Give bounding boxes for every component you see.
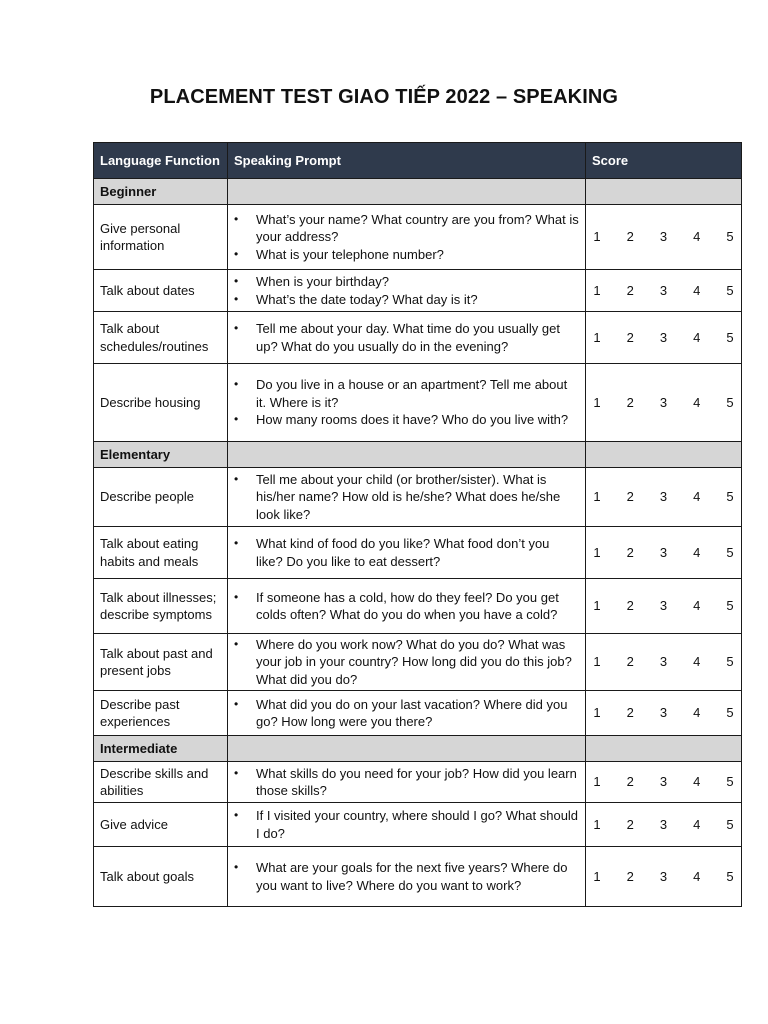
prompt-list: [234, 589, 579, 624]
score-option-5[interactable]: 5: [726, 868, 734, 884]
score-scale: [592, 228, 735, 246]
level-label: Intermediate: [94, 736, 228, 762]
prompt-item: • Where do you work now? What do you do? What was your job in your country? How long did you do this job? What did you do?: [234, 636, 579, 689]
score-scale: [592, 329, 735, 347]
prompt-item: • When is your birthday?: [234, 273, 579, 291]
table-header-row: [94, 143, 742, 179]
prompt-item: • Tell me about your child (or brother/sister). What is his/her name? How old is he/she? What does he/she look like?: [234, 471, 579, 524]
score-option-2[interactable]: 2: [626, 544, 634, 560]
score-option-3[interactable]: 3: [659, 544, 668, 560]
prompt-list: [234, 471, 579, 524]
prompt-list: [234, 376, 579, 429]
score-scale: [592, 488, 735, 506]
level-row-beginner: [94, 179, 742, 205]
score-option-5[interactable]: 5: [726, 489, 734, 505]
speaking-prompt-cell: [228, 803, 586, 847]
score-cell: [586, 205, 742, 270]
score-option-2[interactable]: 2: [626, 329, 634, 345]
score-cell: [586, 847, 742, 907]
prompt-item: • How many rooms does it have? Who do you live with?: [234, 411, 579, 429]
score-option-4[interactable]: 4: [693, 598, 701, 614]
score-cell: [586, 579, 742, 634]
score-option-3[interactable]: 3: [659, 489, 668, 505]
speaking-prompt-cell: [228, 527, 586, 579]
score-option-2[interactable]: 2: [626, 774, 634, 790]
speaking-prompt-cell: [228, 468, 586, 527]
level-score-blank: [586, 442, 742, 468]
prompt-list: [234, 535, 579, 570]
level-label: Beginner: [94, 179, 228, 205]
rubric-body: [94, 179, 742, 907]
score-scale: [592, 773, 735, 791]
speaking-prompt-cell: [228, 691, 586, 736]
prompt-item: • What kind of food do you like? What food don’t you like? Do you like to eat dessert?: [234, 535, 579, 570]
score-option-5[interactable]: 5: [726, 654, 734, 670]
table-row: [94, 270, 742, 312]
score-option-2[interactable]: 2: [626, 598, 634, 614]
header-speaking-prompt: Speaking Prompt: [228, 143, 586, 179]
prompt-item: • What is your telephone number?: [234, 246, 579, 264]
language-function-cell: Talk about past and present jobs: [94, 634, 228, 691]
score-option-5[interactable]: 5: [726, 544, 734, 560]
score-option-5[interactable]: 5: [726, 394, 734, 410]
prompt-item: • What are your goals for the next five years? Where do you want to live? Where do you want to work?: [234, 859, 579, 894]
table-row: [94, 579, 742, 634]
score-option-4[interactable]: 4: [693, 868, 701, 884]
speaking-prompt-cell: [228, 762, 586, 803]
score-option-2[interactable]: 2: [626, 868, 634, 884]
score-cell: [586, 468, 742, 527]
prompt-item: • What did you do on your last vacation? Where did you go? How long were you there?: [234, 696, 579, 731]
prompt-item: • Do you live in a house or an apartment? Tell me about it. Where is it?: [234, 376, 579, 411]
prompt-list: [234, 273, 579, 308]
level-prompt-blank: [228, 442, 586, 468]
score-cell: [586, 803, 742, 847]
score-option-3[interactable]: 3: [659, 394, 668, 410]
prompt-list: [234, 859, 579, 894]
level-label: Elementary: [94, 442, 228, 468]
score-cell: [586, 691, 742, 736]
score-option-4[interactable]: 4: [693, 394, 701, 410]
score-option-3[interactable]: 3: [659, 774, 668, 790]
score-option-5[interactable]: 5: [726, 229, 734, 245]
score-option-1[interactable]: 1: [593, 329, 601, 345]
prompt-item: • If I visited your country, where should I go? What should I do?: [234, 807, 579, 842]
score-option-3[interactable]: 3: [659, 654, 668, 670]
score-option-2[interactable]: 2: [626, 229, 634, 245]
score-option-5[interactable]: 5: [726, 282, 734, 298]
score-option-5[interactable]: 5: [726, 329, 734, 345]
score-option-4[interactable]: 4: [693, 489, 701, 505]
prompt-item: • Tell me about your day. What time do you usually get up? What do you usually do in the evening?: [234, 320, 579, 355]
score-option-5[interactable]: 5: [726, 816, 734, 832]
score-option-4[interactable]: 4: [693, 544, 701, 560]
score-option-2[interactable]: 2: [626, 394, 634, 410]
score-option-5[interactable]: 5: [726, 774, 734, 790]
score-cell: [586, 634, 742, 691]
prompt-list: [234, 696, 579, 731]
language-function-cell: Describe housing: [94, 364, 228, 442]
prompt-list: [234, 636, 579, 689]
score-option-1[interactable]: 1: [593, 598, 601, 614]
score-scale: [592, 282, 735, 300]
level-prompt-blank: [228, 179, 586, 205]
level-prompt-blank: [228, 736, 586, 762]
score-option-3[interactable]: 3: [659, 329, 668, 345]
score-option-1[interactable]: 1: [593, 774, 601, 790]
prompt-list: [234, 807, 579, 842]
level-row-elementary: [94, 442, 742, 468]
header-language-function: Language Function: [94, 143, 228, 179]
table-row: [94, 634, 742, 691]
score-option-1[interactable]: 1: [593, 654, 601, 670]
page-title: PLACEMENT TEST GIAO TIẾP 2022 – SPEAKING: [149, 86, 619, 108]
table-row: [94, 762, 742, 803]
prompt-item: • What skills do you need for your job? How did you learn those skills?: [234, 765, 579, 800]
speaking-prompt-cell: [228, 312, 586, 364]
level-score-blank: [586, 179, 742, 205]
speaking-prompt-cell: [228, 847, 586, 907]
score-cell: [586, 527, 742, 579]
score-option-2[interactable]: 2: [626, 816, 634, 832]
score-option-1[interactable]: 1: [593, 816, 601, 832]
score-option-4[interactable]: 4: [693, 282, 701, 298]
table-row: [94, 205, 742, 270]
score-scale: [592, 394, 735, 412]
score-option-4[interactable]: 4: [693, 816, 701, 832]
table-row: [94, 803, 742, 847]
score-option-1[interactable]: 1: [593, 394, 601, 410]
score-option-1[interactable]: 1: [593, 705, 601, 721]
prompt-list: [234, 320, 579, 355]
table-row: [94, 468, 742, 527]
score-option-3[interactable]: 3: [659, 868, 668, 884]
table-row: [94, 364, 742, 442]
score-option-3[interactable]: 3: [659, 229, 668, 245]
speaking-prompt-cell: [228, 579, 586, 634]
speaking-prompt-cell: [228, 270, 586, 312]
score-option-4[interactable]: 4: [693, 705, 701, 721]
language-function-cell: Give advice: [94, 803, 228, 847]
language-function-cell: Talk about illnesses; describe symptoms: [94, 579, 228, 634]
score-cell: [586, 364, 742, 442]
speaking-rubric-table: [93, 142, 742, 907]
language-function-cell: Talk about dates: [94, 270, 228, 312]
speaking-prompt-cell: [228, 205, 586, 270]
score-option-1[interactable]: 1: [593, 229, 601, 245]
score-option-4[interactable]: 4: [693, 329, 701, 345]
score-scale: [592, 704, 735, 722]
score-option-1[interactable]: 1: [593, 868, 601, 884]
prompt-item: • If someone has a cold, how do they feel? Do you get colds often? What do you do when you have a cold?: [234, 589, 579, 624]
score-option-4[interactable]: 4: [693, 654, 701, 670]
prompt-list: [234, 765, 579, 800]
language-function-cell: Describe skills and abilities: [94, 762, 228, 803]
language-function-cell: Give personal information: [94, 205, 228, 270]
prompt-item: • What’s the date today? What day is it?: [234, 291, 579, 309]
score-scale: [592, 816, 735, 834]
score-option-2[interactable]: 2: [626, 705, 634, 721]
language-function-cell: Describe people: [94, 468, 228, 527]
score-option-2[interactable]: 2: [626, 489, 634, 505]
header-score: Score: [586, 143, 742, 179]
score-option-2[interactable]: 2: [626, 282, 634, 298]
speaking-prompt-cell: [228, 364, 586, 442]
speaking-prompt-cell: [228, 634, 586, 691]
score-option-1[interactable]: 1: [593, 544, 601, 560]
score-cell: [586, 270, 742, 312]
score-scale: [592, 597, 735, 615]
score-option-4[interactable]: 4: [693, 229, 701, 245]
prompt-list: [234, 211, 579, 264]
language-function-cell: Describe past experiences: [94, 691, 228, 736]
score-option-1[interactable]: 1: [593, 489, 601, 505]
table-row: [94, 312, 742, 364]
score-option-5[interactable]: 5: [726, 598, 734, 614]
language-function-cell: Talk about eating habits and meals: [94, 527, 228, 579]
table-row: [94, 847, 742, 907]
score-scale: [592, 868, 735, 886]
language-function-cell: Talk about goals: [94, 847, 228, 907]
score-option-1[interactable]: 1: [593, 282, 601, 298]
score-cell: [586, 762, 742, 803]
score-option-3[interactable]: 3: [659, 705, 668, 721]
level-score-blank: [586, 736, 742, 762]
score-scale: [592, 544, 735, 562]
score-option-2[interactable]: 2: [626, 654, 634, 670]
score-scale: [592, 653, 735, 671]
table-row: [94, 691, 742, 736]
language-function-cell: Talk about schedules/routines: [94, 312, 228, 364]
level-row-intermediate: [94, 736, 742, 762]
table-row: [94, 527, 742, 579]
score-option-3[interactable]: 3: [659, 816, 668, 832]
score-option-3[interactable]: 3: [659, 282, 668, 298]
score-option-3[interactable]: 3: [659, 598, 668, 614]
score-option-5[interactable]: 5: [726, 705, 734, 721]
score-cell: [586, 312, 742, 364]
prompt-item: • What’s your name? What country are you from? What is your address?: [234, 211, 579, 246]
score-option-4[interactable]: 4: [693, 774, 701, 790]
